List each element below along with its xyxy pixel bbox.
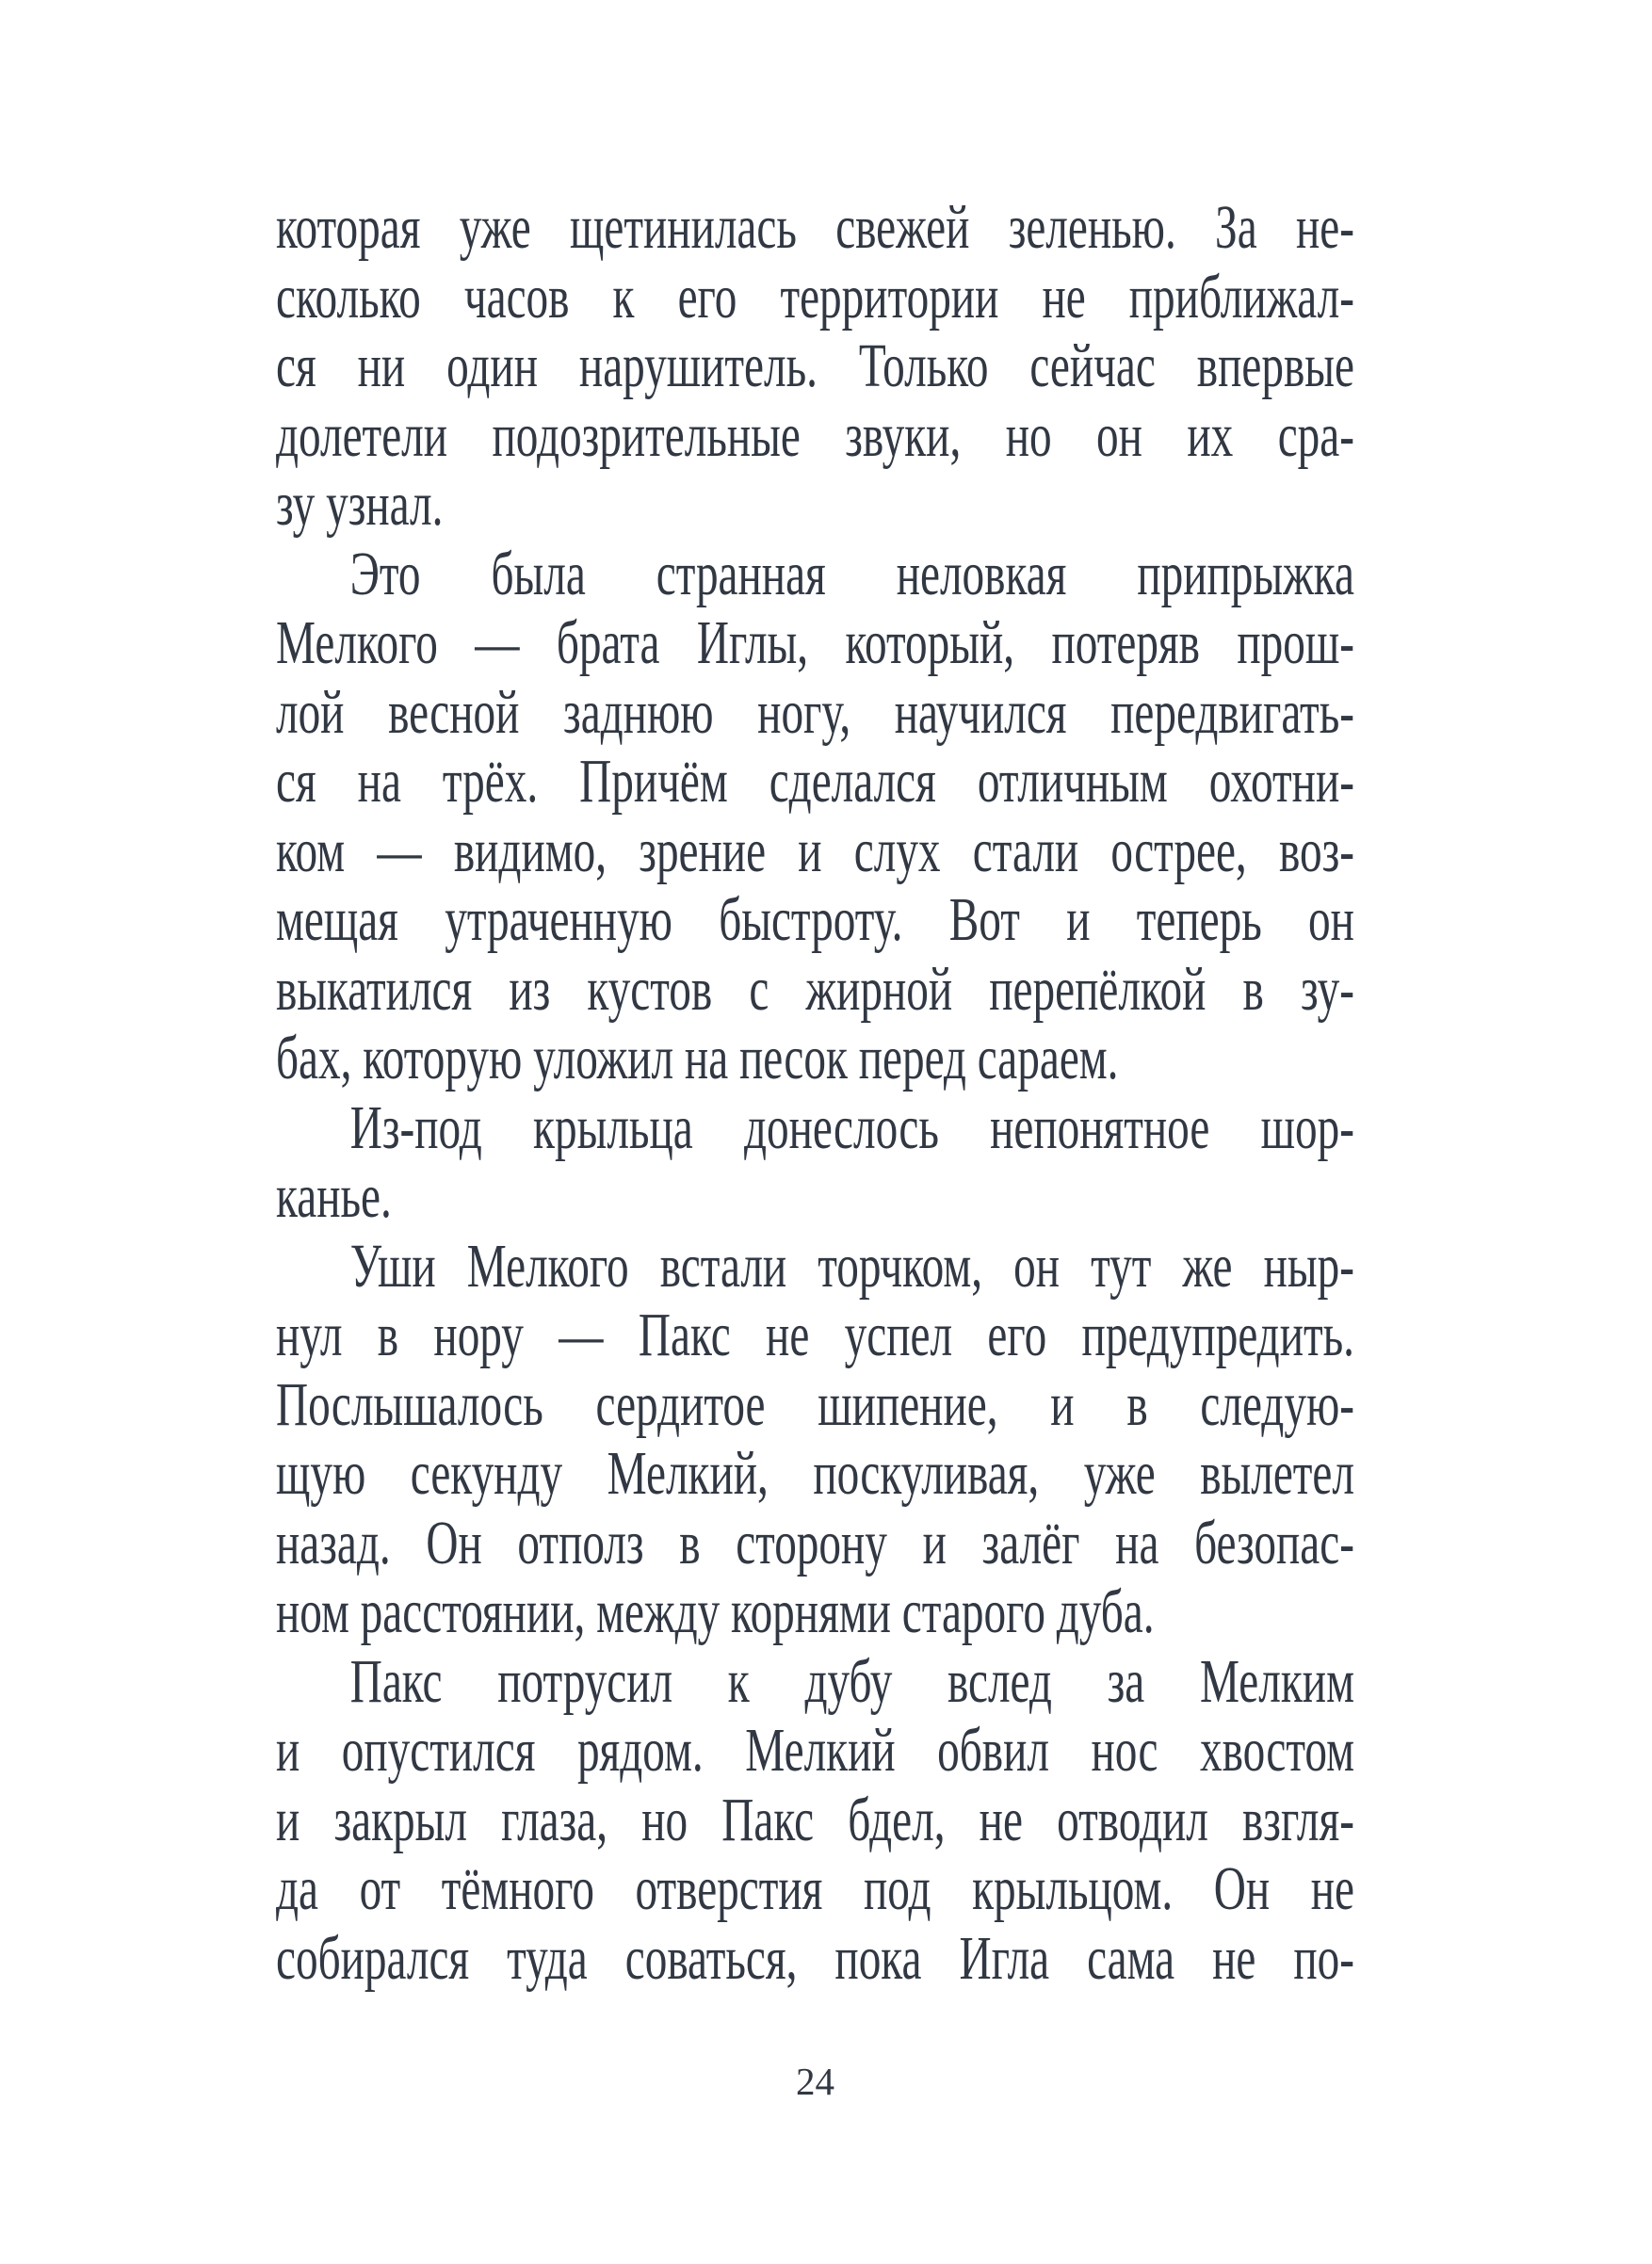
text-line: Уши Мелкого встали торчком, он тут же ныр- — [349, 1231, 1354, 1301]
text-line: Мелкого — брата Иглы, который, потеряв прош- — [276, 608, 1354, 677]
text-line: долетели подозрительные звуки, но он их сра- — [276, 400, 1354, 470]
text-line: да от тёмного отверстия под крыльцом. Он не — [276, 1854, 1354, 1923]
text-line: сколько часов к его территории не приближал- — [276, 262, 1354, 332]
text-line: Послышалось сердитое шипение, и в следую- — [276, 1369, 1354, 1439]
text-line: назад. Он отполз в сторону и залёг на безопас- — [276, 1508, 1354, 1577]
text-line: собирался туда соваться, пока Игла сама не по- — [276, 1923, 1354, 1993]
text-line: и закрыл глаза, но Пакс бдел, не отводил взгля- — [276, 1785, 1354, 1854]
text-line: ся на трёх. Причём сделался отличным охотни- — [276, 747, 1354, 816]
text-line: и опустился рядом. Мелкий обвил нос хвостом — [276, 1716, 1354, 1785]
paragraph — [276, 193, 1354, 540]
text-line: ком — видимо, зрение и слух стали острее, воз- — [276, 816, 1354, 885]
page-number: 24 — [796, 2060, 834, 2103]
text-line: Пакс потрусил к дубу вслед за Мелким — [349, 1646, 1354, 1716]
text-line: Это была странная неловкая припрыжка — [349, 539, 1354, 608]
paragraph — [276, 1232, 1354, 1647]
text-line: Из-под крыльца донеслось непонятное шор- — [349, 1092, 1354, 1162]
paragraph — [276, 1093, 1354, 1232]
text-line: ном расстоянии, между корнями старого дуба. — [276, 1577, 1155, 1646]
text-line: ся ни один нарушитель. Только сейчас впервые — [276, 332, 1354, 400]
text-line: нул в нору — Пакс не успел его предупредить. — [276, 1301, 1354, 1369]
page-text — [276, 193, 1354, 1993]
text-line: лой весной заднюю ногу, научился передвигать- — [276, 677, 1354, 747]
text-line: зу узнал. — [276, 470, 444, 539]
paragraph — [276, 1647, 1354, 1994]
text-line: которая уже щетинилась свежей зеленью. За не- — [276, 193, 1354, 262]
text-line: выкатился из кустов с жирной перепёлкой в зу- — [276, 954, 1354, 1024]
text-line: канье. — [276, 1162, 392, 1231]
text-line: бах, которую уложил на песок перед сараем. — [276, 1024, 1119, 1092]
text-line: щую секунду Мелкий, поскуливая, уже вылетел — [276, 1439, 1354, 1508]
paragraph — [276, 540, 1354, 1093]
text-line: мещая утраченную быстроту. Вот и теперь он — [276, 885, 1354, 954]
